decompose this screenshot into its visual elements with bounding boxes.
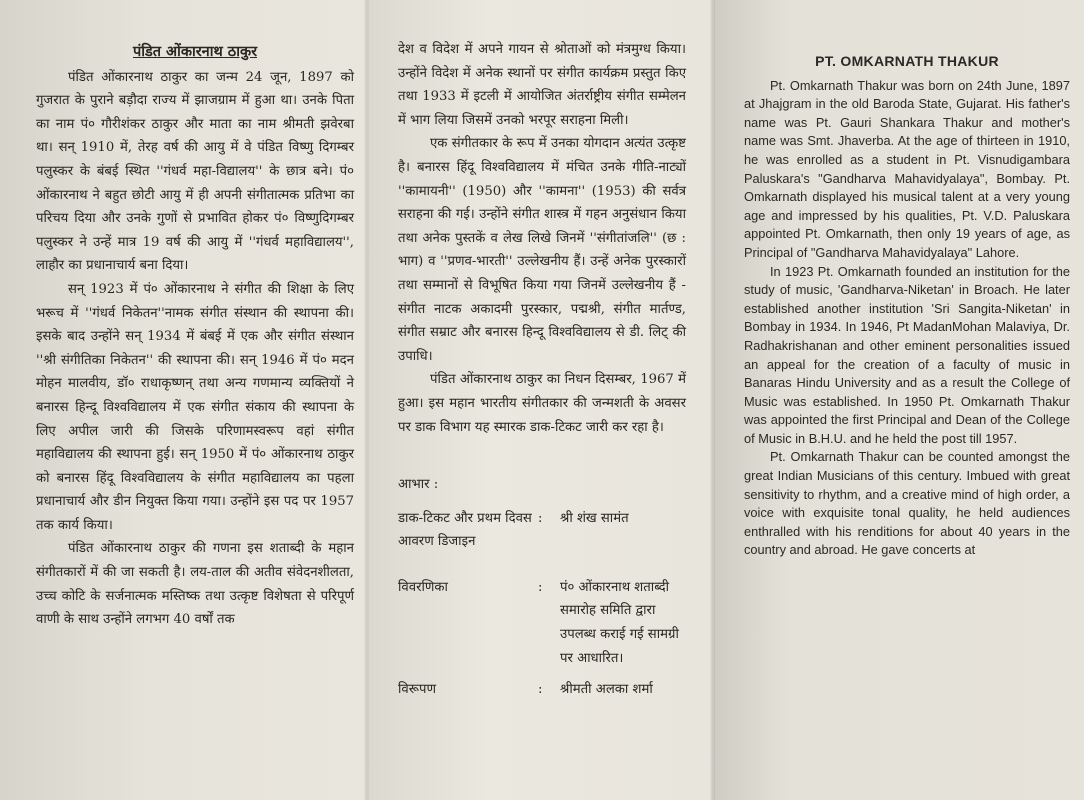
hindi-title: पंडित ओंकारनाथ ठाकुर	[132, 43, 258, 60]
acknowledgements-heading: आभार :	[398, 477, 439, 493]
page-fold-left	[364, 0, 370, 800]
english-paragraph-institutions: In 1923 Pt. Omkarnath founded an institution for the study of music, 'Gandharva-Niketan' in Broach. He later established another institution 'Sri Sangita-Niketan' in Bombay in 1934. In 1946, Pt MadanMohan Malaviya, Dr. Radhakrishanan and other eminent personalities issued an appeal for the creation of a faculty of music in Banaras Hindu University and as a result the College of Music was established. In 1950 Pt. Omkarnath Thakur was appointed the first Principal and Dean of the College of Music in B.H.U. and he held the post till 1957.	[744, 263, 1070, 446]
ack-colon: :	[538, 682, 543, 698]
hindi-panel-middle	[368, 0, 714, 800]
english-paragraph-greatness: Pt. Omkarnath Thakur can be counted amongst the great Indian Musicians of this century. Imbued with great sensitivity to rhythm, and a creative mind of high order, a voice with exquisite tonal quality, he held audiences enthralled with his renditions for about 40 years in the country and abroad. He gave concerts at	[744, 449, 1070, 558]
english-title: PT. OMKARNATH THAKUR	[815, 53, 999, 69]
ack-colon: :	[538, 579, 543, 595]
page-fold-right	[710, 0, 716, 800]
ack-row-design	[398, 507, 686, 554]
acknowledgements-section	[398, 473, 686, 702]
english-panel	[714, 0, 1084, 800]
hindi-panel-left	[0, 0, 368, 800]
english-paragraph-birth: Pt. Omkarnath Thakur was born on 24th June, 1897 at Jhajgram in the old Baroda State, Gujarat. His father's name was Pt. Gauri Shankara Thakur and mother's name was Smt. Jhaverba. At the age of thirteen in 1910, he was enrolled as a student in Pt. Visnudigambara Paluskara's "Gandharva Mahavidyalaya", Bombay. Pt. Omkarnath displayed his musical talent at a very young age and impressed by his qualities, Pt. V.D. Paluskara appointed Pt. Omkarnath, then only 19 years of age, as Principal of "Gandharva Mahavidyalaya" Lahore.	[744, 77, 1070, 260]
hindi-paragraph-greatness: पंडित ओंकारनाथ ठाकुर की गणना इस शताब्दी के महान संगीतकारों में की जा सकती है। लय-ताल की अतीव संवेदनशीलता, उच्च कोटि के सर्जनात्मक मस्तिष्क तथा उत्कृष्ट विशेषता से परिपूर्ण वाणी के साथ उन्होंने लगभग 40 वर्षों तक	[36, 541, 354, 628]
ack-value: श्री शंख सामंत	[560, 510, 629, 526]
ack-label: विवरणिका	[398, 579, 448, 595]
hindi-paragraph-birth: पंडित ओंकारनाथ ठाकुर का जन्म 24 जून, 1897 को गुजरात के पुराने बड़ौदा राज्य में झाजग्राम में हुआ था। उनके पिता का नाम पं० गौरीशंकर ठाकुर और माता का नाम श्रीमती झवेरबा था। सन् 1910 में, तेरह वर्ष की आयु में वे पंडित विष्णु दिगम्बर पलुस्कर के बंबई स्थित ''गंधर्व महा-विद्यालय'' के छात्र बने। पं० ओंकारनाथ ने बहुत छोटी आयु में ही अपनी संगीतात्मक प्रतिभा का परिचय दिया और उनके गुणों से प्रभावित होकर पं० विष्णुदिगम्बर पलुस्कर ने उन्हें मात्र 19 वर्ष की आयु में ''गंधर्व महाविद्यालय'', लाहौर का प्रधानाचार्य बना दिया।	[36, 69, 354, 274]
ack-row-cancellation	[398, 678, 686, 702]
ack-colon: :	[538, 510, 543, 526]
ack-value: श्रीमती अलका शर्मा	[560, 682, 653, 698]
hindi-paragraph-concerts: देश व विदेश में अपने गायन से श्रोताओं को मंत्रमुग्ध किया। उन्होंने विदेश में अनेक स्थानों पर संगीत कार्यक्रम प्रस्तुत किए तथा 1933 में इटली में आयोजित अंतर्राष्ट्रीय संगीत सम्मेलन में भाग लिया जिसमें उनको भरपूर सराहना मिली।	[398, 42, 686, 128]
hindi-paragraph-death: पंडित ओंकारनाथ ठाकुर का निधन दिसम्बर, 1967 में हुआ। इस महान भारतीय संगीतकार की जन्मशती के अवसर पर डाक विभाग यह स्मारक डाक-टिकट जारी कर रहा है।	[398, 372, 686, 435]
ack-label: डाक-टिकट और प्रथम दिवस आवरण डिजाइन	[398, 510, 532, 550]
ack-row-brochure	[398, 576, 686, 670]
hindi-paragraph-contribution: एक संगीतकार के रूप में उनका योगदान अत्यंत उत्कृष्ट है। बनारस हिंदू विश्वविद्यालय में मंचित उनके गीति-नाट्यों ''कामायनी'' (1950) और ''कामना'' (1953) की सर्वत्र सराहना की गई। उन्होंने संगीत शास्त्र में गहन अनुसंधान किया तथा अनेक पुस्तकें व लेख लिखे जिनमें ''संगीतांजलि'' (छ : भाग) व ''प्रणव-भारती'' उल्लेखनीय हैं। उन्हें अनेक पुरस्कारों तथा सम्मानों से विभूषित किया गया जिनमें उल्लेखनीय हैं - संगीत नाटक अकादमी पुरस्कार, पद्मश्री, संगीत मार्तण्ड, संगीत सम्राट और बनारस हिन्दू विश्वविद्यालय से डी. लिट् की उपाधि।	[398, 136, 686, 364]
ack-label: विरूपण	[398, 682, 437, 698]
ack-value: पं० ओंकारनाथ शताब्दी समारोह समिति द्वारा उपलब्ध कराई गई सामग्री पर आधारित।	[560, 579, 679, 666]
hindi-paragraph-institutions: सन् 1923 में पं० ओंकारनाथ ने संगीत की शिक्षा के लिए भरूच में ''गंधर्व निकेतन''नामक संगीत संस्थान की स्थापना की। इसके बाद उन्होंने सन् 1934 में बंबई में एक और संगीत संस्थान ''श्री संगीतिका निकेतन'' की स्थापना की। सन् 1946 में पं० मदन मोहन मालवीय, डॉ० राधाकृष्णन् तथा अन्य गणमान्य व्यक्तियों ने बनारस हिन्दू विश्वविद्यालय में एक संगीत संकाय की स्थापना के लिए अपील जारी की जिसके परिणामस्वरूप वहां संगीत महाविद्यालय की स्थापना हुई। सन् 1950 में पं० ओंकारनाथ ठाकुर को बनारस हिंदू विश्वविद्यालय के संगीत महाविद्यालय का पहला प्रधानाचार्य और डीन नियुक्त किया गया। उन्होंने इस पद पर 1957 तक कार्य किया।	[36, 281, 354, 533]
